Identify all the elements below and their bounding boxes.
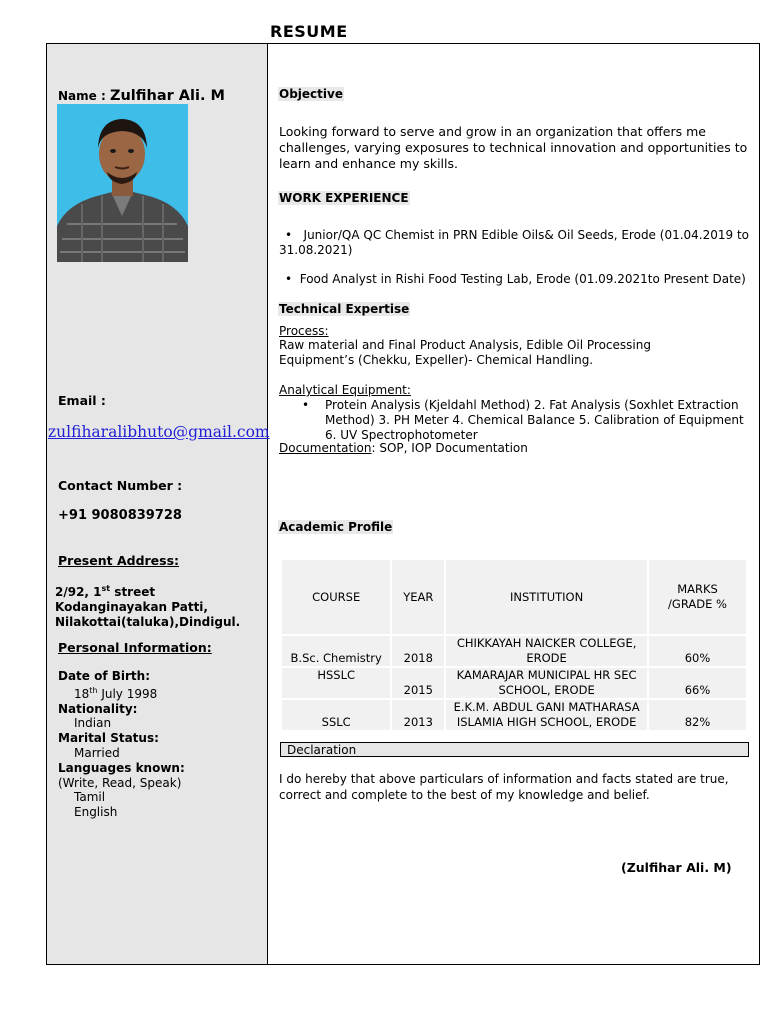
technical-expertise-heading: Technical Expertise: [279, 302, 410, 316]
resume-title: RESUME: [270, 22, 348, 41]
marital-value: Married: [74, 745, 120, 760]
candidate-name: Zulfihar Ali. M: [109, 88, 225, 104]
work-experience-heading: WORK EXPERIENCE: [279, 191, 409, 205]
name-label: Name :: [58, 89, 110, 103]
objective-text: Looking forward to serve and grow in an organization that offers me challenges, varying exposures to technical innovation and opportunities to learn and enhance my skills.: [279, 124, 748, 171]
language-tamil: Tamil: [74, 790, 106, 805]
academic-heading: Academic Profile: [279, 520, 393, 534]
header-institution: INSTITUTION: [446, 560, 647, 634]
contact-number: +91 9080839728: [58, 508, 182, 523]
table-header-row: [282, 560, 746, 634]
header-course: COURSE: [282, 560, 390, 634]
left-sidebar: [47, 44, 268, 964]
personal-info-block: [58, 669, 185, 820]
languages-note: (Write, Read, Speak): [58, 775, 182, 790]
table-row: SSLC 2013 E.K.M. ABDUL GANI MATHARASA ISLAMIA HIGH SCHOOL, ERODE 82%: [282, 700, 746, 730]
declaration-heading: Declaration: [280, 742, 749, 757]
process-label: Process:: [279, 324, 329, 338]
address-line-3: Nilakottai(taluka),Dindigul.: [55, 615, 241, 629]
documentation-row: Documentation: SOP, IOP Documentation: [279, 441, 528, 455]
dob-label: Date of Birth:: [58, 669, 151, 683]
languages-label: Languages known:: [58, 760, 185, 775]
email-link[interactable]: zulfiharalibhuto@gmail.com: [48, 423, 270, 441]
email-label: Email :: [58, 393, 106, 408]
work-item-1-cont: 31.08.2021): [279, 243, 353, 257]
analytical-text: Protein Analysis (Kjeldahl Method) 2. Fat Analysis (Soxhlet Extraction Method) 3. PH Meter 4. Chemical Balance 5. Calibration of Equipment 6. UV Spectrophotometer: [325, 398, 744, 442]
language-english: English: [74, 805, 118, 820]
contact-label: Contact Number :: [58, 478, 183, 493]
personal-info-label: Personal Information:: [58, 640, 212, 655]
marital-label: Marital Status:: [58, 731, 159, 746]
analytical-label: Analytical Equipment:: [279, 383, 411, 397]
academic-table: [280, 558, 748, 732]
profile-photo: [57, 104, 188, 262]
nationality-value: Indian: [74, 716, 112, 731]
bullet-icon: •: [285, 272, 300, 286]
table-row: B.Sc. Chemistry 2018 CHIKKAYAH NAICKER COLLEGE, ERODE 60%: [282, 636, 746, 666]
nationality-label: Nationality:: [58, 701, 138, 716]
bullet-icon: •: [285, 228, 304, 242]
work-item-2: • Food Analyst in Rishi Food Testing Lab, Erode (01.09.2021to Present Date): [285, 272, 746, 286]
bullet-icon: •: [302, 398, 310, 412]
table-row: HSSLC 2015 KAMARAJAR MUNICIPAL HR SEC SCHOOL, ERODE 66%: [282, 668, 746, 698]
header-year: YEAR: [392, 560, 444, 634]
person-portrait-icon: [57, 104, 188, 262]
objective-heading: Objective: [279, 87, 343, 101]
process-text: Raw material and Final Product Analysis, Edible Oil Processing Equipment’s (Chekku, Expeller)- Chemical Handling.: [279, 338, 651, 367]
main-content: [268, 44, 759, 964]
header-marks: MARKS /GRADE %: [649, 560, 746, 634]
work-item-1: • Junior/QA QC Chemist in PRN Edible Oils& Oil Seeds, Erode (01.04.2019 to: [285, 228, 750, 242]
address-label: Present Address:: [58, 553, 180, 568]
resume-frame: [46, 43, 760, 965]
address-block: [55, 581, 240, 630]
declaration-text: I do hereby that above particulars of information and facts stated are true, correct and complete to the best of my knowledge and belief.: [279, 772, 729, 802]
dob-value: 18th July 1998: [74, 685, 158, 701]
name-row: [58, 88, 225, 104]
address-line-2: Kodanginayakan Patti,: [55, 600, 208, 614]
signature: (Zulfihar Ali. M): [621, 860, 732, 875]
address-line-1: 2/92, 1st street: [55, 584, 156, 599]
